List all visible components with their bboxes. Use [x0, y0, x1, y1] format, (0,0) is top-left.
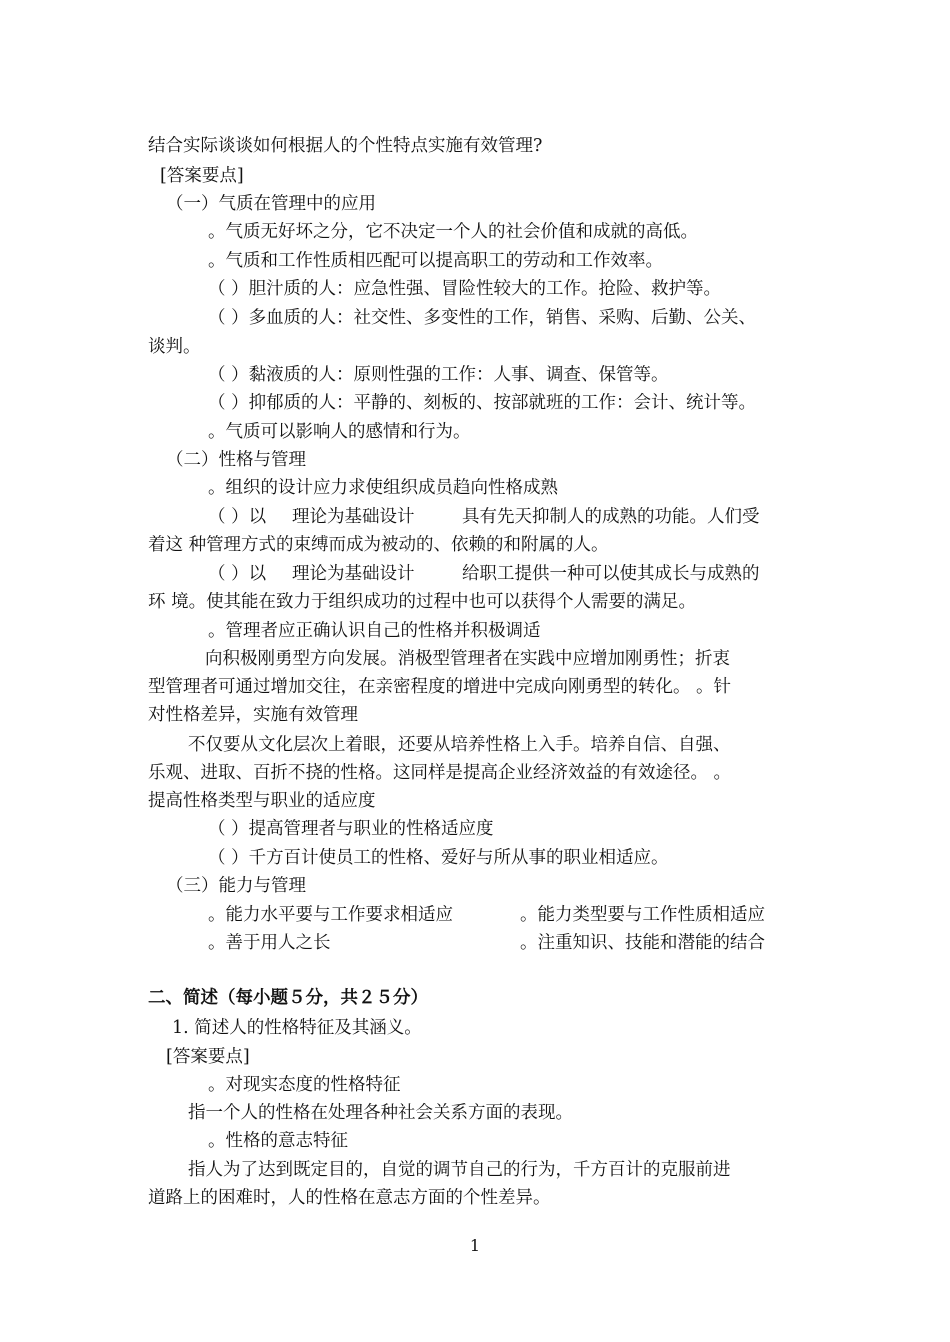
page-number: 1: [469, 1236, 481, 1255]
